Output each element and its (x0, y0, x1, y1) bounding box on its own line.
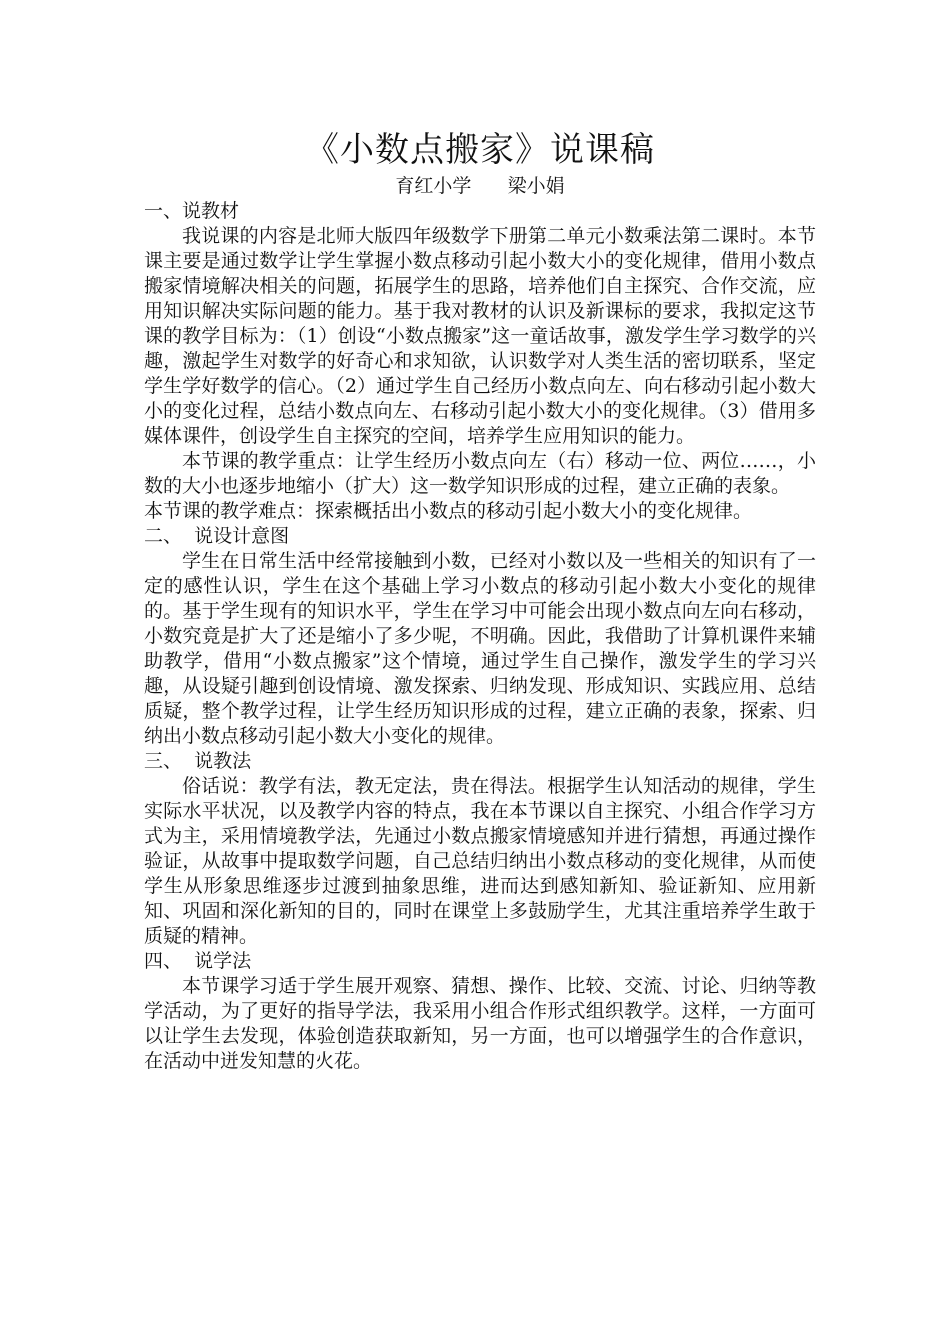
section-heading-learning-method: 四、 说学法 (144, 950, 252, 972)
document-page (144, 128, 816, 1074)
paragraph: 学生在日常生活中经常接触到小数，已经对小数以及一些相关的知识有了一定的感性认识，学生在这个基础上学习小数点的移动引起小数大小变化的规律的。基于学生现有的知识水平，学生在学习中可能会出现小数点向左向右移动，小数究竟是扩大了还是缩小了多少呢，不明确。因此，我借助了计算机课件来辅助教学，借用“小数点搬家”这个情境，通过学生自己操作，激发学生的学习兴趣，从设疑引趣到创设情境、激发探索、归纳发现、形成知识、实践应用、总结质疑，整个教学过程，让学生经历知识形成的过程，建立正确的表象，探索、归纳出小数点移动引起小数大小变化的规律。 (144, 550, 816, 747)
document-title: 《小数点搬家》说课稿 (305, 130, 655, 170)
section-heading-design: 二、 说设计意图 (144, 525, 290, 547)
paragraph: 俗话说：教学有法，教无定法，贵在得法。根据学生认知活动的规律，学生实际水平状况，以及教学内容的特点，我在本节课以自主探究、小组合作学习方式为主，采用情境教学法，先通过小数点搬家情境感知并进行猜想，再通过操作验证，从故事中提取数学问题，自己总结归纳出小数点移动的变化规律，从而使学生从形象思维逐步过渡到抽象思维，进而达到感知新知、验证新知、应用新知、巩固和深化新知的目的，同时在课堂上多鼓励学生，尤其注重培养学生敢于质疑的精神。 (144, 775, 816, 947)
author-byline: 育红小学 梁小娟 (395, 175, 565, 197)
paragraph-difficulty: 本节课的教学难点：探索概括出小数点的移动引起小数大小的变化规律。 (144, 500, 753, 522)
paragraph: 本节课的教学重点：让学生经历小数点向左（右）移动一位、两位……，小数的大小也逐步地缩小（扩大）这一数学知识形成的过程，建立正确的表象。 (144, 450, 816, 497)
section-heading-textbook: 一、说教材 (144, 200, 240, 222)
section-heading-teaching-method: 三、 说教法 (144, 750, 252, 772)
paragraph: 本节课学习适于学生展开观察、猜想、操作、比较、交流、讨论、归纳等教学活动，为了更好的指导学法，我采用小组合作形式组织教学。这样，一方面可以让学生去发现，体验创造获取新知，另一方面，也可以增强学生的合作意识，在活动中迸发知慧的火花。 (144, 975, 816, 1072)
paragraph: 我说课的内容是北师大版四年级数学下册第二单元小数乘法第二课时。本节课主要是通过数学让学生掌握小数点移动引起小数大小的变化规律，借用小数点搬家情境解决相关的问题，拓展学生的思路，培养他们自主探究、合作交流，应用知识解决实际问题的能力。基于我对教材的认识及新课标的要求，我拟定这节课的教学目标为：（1）创设“小数点搬家”这一童话故事，激发学生学习数学的兴趣，激起学生对数学的好奇心和求知欲，认识数学对人类生活的密切联系，坚定学生学好数学的信心。（2）通过学生自己经历小数点向左、向右移动引起小数大小的变化过程，总结小数点向左、右移动引起小数大小的变化规律。（3）借用多媒体课件，创设学生自主探究的空间，培养学生应用知识的能力。 (144, 225, 816, 447)
